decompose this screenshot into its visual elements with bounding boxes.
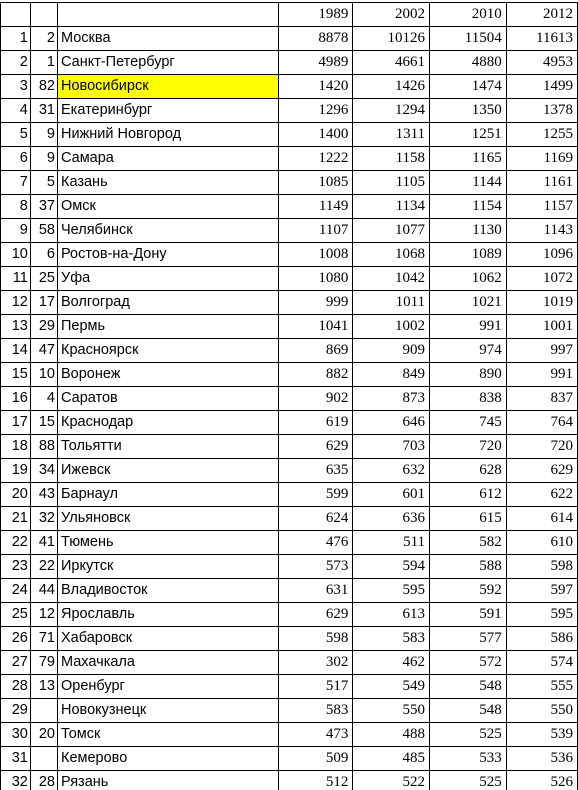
year-2012-cell[interactable]: 536 [506, 747, 577, 771]
year-2002-cell[interactable]: 511 [353, 531, 430, 555]
year-1989-cell[interactable]: 902 [279, 387, 353, 411]
year-1989-cell[interactable]: 619 [279, 411, 353, 435]
year-2010-cell[interactable]: 582 [430, 531, 507, 555]
city-cell[interactable]: Краснодар [58, 411, 279, 435]
rank-cell[interactable]: 2 [1, 51, 31, 75]
code-cell[interactable]: 2 [30, 27, 57, 51]
table-row [1, 771, 578, 790]
city-cell[interactable]: Ульяновск [58, 507, 279, 531]
code-cell[interactable]: 9 [30, 147, 57, 171]
year-2012-cell[interactable]: 1499 [506, 75, 577, 99]
year-2010-cell[interactable]: 1089 [430, 243, 507, 267]
code-cell[interactable]: 88 [30, 435, 57, 459]
year-1989-cell[interactable]: 1296 [279, 99, 353, 123]
year-1989-cell[interactable]: 635 [279, 459, 353, 483]
city-cell[interactable]: Иркутск [58, 555, 279, 579]
rank-cell[interactable]: 31 [1, 747, 31, 771]
year-2010-cell[interactable]: 1251 [430, 123, 507, 147]
code-cell[interactable]: 25 [30, 267, 57, 291]
rank-cell[interactable]: 28 [1, 675, 31, 699]
year-2010-cell[interactable]: 1474 [430, 75, 507, 99]
year-1989-cell[interactable]: 517 [279, 675, 353, 699]
year-2002-cell[interactable]: 703 [353, 435, 430, 459]
table-row [1, 363, 578, 387]
year-1989-cell[interactable]: 624 [279, 507, 353, 531]
year-2002-cell[interactable]: 849 [353, 363, 430, 387]
table-row [1, 75, 578, 99]
rank-cell[interactable]: 6 [1, 147, 31, 171]
year-2002-cell[interactable]: 1105 [353, 171, 430, 195]
table-row [1, 99, 578, 123]
rank-cell[interactable]: 10 [1, 243, 31, 267]
table-row [1, 531, 578, 555]
code-cell[interactable]: 41 [30, 531, 57, 555]
rank-cell[interactable]: 29 [1, 699, 31, 723]
rank-cell[interactable]: 1 [1, 27, 31, 51]
year-2010-cell[interactable]: 1350 [430, 99, 507, 123]
year-1989-cell[interactable]: 509 [279, 747, 353, 771]
table-row [1, 483, 578, 507]
year-2012-cell[interactable]: 1072 [506, 267, 577, 291]
header-cell[interactable]: 2002 [353, 3, 430, 27]
year-2012-cell[interactable]: 622 [506, 483, 577, 507]
year-2010-cell[interactable]: 548 [430, 699, 507, 723]
year-2010-cell[interactable]: 1021 [430, 291, 507, 315]
year-2010-cell[interactable]: 592 [430, 579, 507, 603]
code-cell[interactable]: 47 [30, 339, 57, 363]
year-1989-cell[interactable]: 599 [279, 483, 353, 507]
code-cell[interactable]: 34 [30, 459, 57, 483]
code-cell[interactable]: 20 [30, 723, 57, 747]
table-row [1, 651, 578, 675]
table-row [1, 123, 578, 147]
city-cell[interactable]: Рязань [58, 771, 279, 790]
city-cell[interactable]: Саратов [58, 387, 279, 411]
rank-cell[interactable]: 21 [1, 507, 31, 531]
year-2012-cell[interactable]: 598 [506, 555, 577, 579]
year-1989-cell[interactable]: 8878 [279, 27, 353, 51]
rank-cell[interactable]: 22 [1, 531, 31, 555]
year-2010-cell[interactable]: 577 [430, 627, 507, 651]
header-cell[interactable] [58, 3, 279, 27]
rank-cell[interactable]: 27 [1, 651, 31, 675]
year-1989-cell[interactable]: 583 [279, 699, 353, 723]
table-row [1, 315, 578, 339]
code-cell[interactable]: 31 [30, 99, 57, 123]
year-2012-cell[interactable]: 597 [506, 579, 577, 603]
year-2002-cell[interactable]: 613 [353, 603, 430, 627]
year-2002-cell[interactable]: 1011 [353, 291, 430, 315]
year-1989-cell[interactable]: 882 [279, 363, 353, 387]
table-row [1, 435, 578, 459]
year-2002-cell[interactable]: 1311 [353, 123, 430, 147]
code-cell[interactable] [30, 699, 57, 723]
year-2002-cell[interactable]: 549 [353, 675, 430, 699]
year-2012-cell[interactable]: 1143 [506, 219, 577, 243]
code-cell[interactable]: 4 [30, 387, 57, 411]
year-1989-cell[interactable]: 631 [279, 579, 353, 603]
year-2002-cell[interactable]: 488 [353, 723, 430, 747]
city-cell[interactable]: Омск [58, 195, 279, 219]
rank-cell[interactable]: 32 [1, 771, 31, 790]
city-cell[interactable]: Волгоград [58, 291, 279, 315]
table-row [1, 195, 578, 219]
city-cell[interactable]: Воронеж [58, 363, 279, 387]
city-cell[interactable]: Уфа [58, 267, 279, 291]
table-row [1, 507, 578, 531]
header-cell[interactable]: 1989 [279, 3, 353, 27]
header-row [1, 3, 578, 27]
year-2010-cell[interactable]: 1062 [430, 267, 507, 291]
city-cell[interactable]: Ярославль [58, 603, 279, 627]
year-2012-cell[interactable]: 629 [506, 459, 577, 483]
code-cell[interactable]: 13 [30, 675, 57, 699]
rank-cell[interactable]: 9 [1, 219, 31, 243]
code-cell[interactable]: 10 [30, 363, 57, 387]
year-2002-cell[interactable]: 1002 [353, 315, 430, 339]
year-1989-cell[interactable]: 1400 [279, 123, 353, 147]
code-cell[interactable]: 37 [30, 195, 57, 219]
city-cell[interactable]: Пермь [58, 315, 279, 339]
city-population-table [0, 2, 578, 790]
year-2002-cell[interactable]: 632 [353, 459, 430, 483]
code-cell[interactable]: 1 [30, 51, 57, 75]
city-cell[interactable]: Челябинск [58, 219, 279, 243]
table-row [1, 579, 578, 603]
city-cell[interactable]: Новосибирск [58, 75, 279, 99]
city-cell[interactable]: Москва [58, 27, 279, 51]
city-cell[interactable]: Махачкала [58, 651, 279, 675]
table-row [1, 291, 578, 315]
year-2002-cell[interactable]: 522 [353, 771, 430, 790]
table-row [1, 411, 578, 435]
year-1989-cell[interactable]: 1041 [279, 315, 353, 339]
header-cell[interactable] [30, 3, 57, 27]
rank-cell[interactable]: 20 [1, 483, 31, 507]
year-2002-cell[interactable]: 550 [353, 699, 430, 723]
rank-cell[interactable]: 26 [1, 627, 31, 651]
code-cell[interactable]: 79 [30, 651, 57, 675]
city-cell[interactable]: Томск [58, 723, 279, 747]
city-cell[interactable]: Нижний Новгород [58, 123, 279, 147]
year-2012-cell[interactable]: 539 [506, 723, 577, 747]
year-2012-cell[interactable]: 991 [506, 363, 577, 387]
year-2002-cell[interactable]: 909 [353, 339, 430, 363]
year-2002-cell[interactable]: 462 [353, 651, 430, 675]
table-row [1, 627, 578, 651]
year-2012-cell[interactable]: 586 [506, 627, 577, 651]
year-2010-cell[interactable]: 11504 [430, 27, 507, 51]
table-row [1, 27, 578, 51]
rank-cell[interactable]: 30 [1, 723, 31, 747]
year-2002-cell[interactable]: 601 [353, 483, 430, 507]
rank-cell[interactable]: 8 [1, 195, 31, 219]
year-2012-cell[interactable]: 1096 [506, 243, 577, 267]
year-1989-cell[interactable]: 1149 [279, 195, 353, 219]
code-cell[interactable]: 15 [30, 411, 57, 435]
year-2010-cell[interactable]: 612 [430, 483, 507, 507]
year-1989-cell[interactable]: 1420 [279, 75, 353, 99]
year-2012-cell[interactable]: 720 [506, 435, 577, 459]
table-row [1, 339, 578, 363]
code-cell[interactable]: 71 [30, 627, 57, 651]
rank-cell[interactable]: 3 [1, 75, 31, 99]
code-cell[interactable]: 28 [30, 771, 57, 790]
year-2002-cell[interactable]: 1134 [353, 195, 430, 219]
rank-cell[interactable]: 23 [1, 555, 31, 579]
code-cell[interactable]: 12 [30, 603, 57, 627]
year-2010-cell[interactable]: 720 [430, 435, 507, 459]
year-1989-cell[interactable]: 598 [279, 627, 353, 651]
year-2010-cell[interactable]: 525 [430, 723, 507, 747]
year-2012-cell[interactable]: 1019 [506, 291, 577, 315]
table-row [1, 555, 578, 579]
rank-cell[interactable]: 19 [1, 459, 31, 483]
year-2012-cell[interactable]: 1157 [506, 195, 577, 219]
year-2010-cell[interactable]: 525 [430, 771, 507, 790]
year-2002-cell[interactable]: 10126 [353, 27, 430, 51]
code-cell[interactable]: 6 [30, 243, 57, 267]
year-2010-cell[interactable]: 1165 [430, 147, 507, 171]
header-cell[interactable] [1, 3, 31, 27]
year-1989-cell[interactable]: 1222 [279, 147, 353, 171]
code-cell[interactable]: 22 [30, 555, 57, 579]
year-2002-cell[interactable]: 485 [353, 747, 430, 771]
year-2002-cell[interactable]: 4661 [353, 51, 430, 75]
year-2002-cell[interactable]: 636 [353, 507, 430, 531]
table-row [1, 219, 578, 243]
year-2012-cell[interactable]: 1255 [506, 123, 577, 147]
year-2012-cell[interactable]: 574 [506, 651, 577, 675]
table-row [1, 603, 578, 627]
year-2010-cell[interactable]: 974 [430, 339, 507, 363]
rank-cell[interactable]: 14 [1, 339, 31, 363]
year-2012-cell[interactable]: 764 [506, 411, 577, 435]
year-2012-cell[interactable]: 610 [506, 531, 577, 555]
year-2002-cell[interactable]: 594 [353, 555, 430, 579]
table-row [1, 387, 578, 411]
year-2010-cell[interactable]: 591 [430, 603, 507, 627]
year-1989-cell[interactable]: 4989 [279, 51, 353, 75]
city-cell[interactable]: Оренбург [58, 675, 279, 699]
year-1989-cell[interactable]: 1008 [279, 243, 353, 267]
year-2012-cell[interactable]: 614 [506, 507, 577, 531]
code-cell[interactable]: 9 [30, 123, 57, 147]
year-1989-cell[interactable]: 1080 [279, 267, 353, 291]
header-cell[interactable]: 2012 [506, 3, 577, 27]
year-2002-cell[interactable]: 583 [353, 627, 430, 651]
rank-cell[interactable]: 5 [1, 123, 31, 147]
year-2010-cell[interactable]: 588 [430, 555, 507, 579]
city-cell[interactable]: Тольятти [58, 435, 279, 459]
code-cell[interactable]: 5 [30, 171, 57, 195]
year-2002-cell[interactable]: 595 [353, 579, 430, 603]
year-2010-cell[interactable]: 4880 [430, 51, 507, 75]
year-1989-cell[interactable]: 476 [279, 531, 353, 555]
rank-cell[interactable]: 7 [1, 171, 31, 195]
year-1989-cell[interactable]: 1085 [279, 171, 353, 195]
code-cell[interactable]: 32 [30, 507, 57, 531]
year-2010-cell[interactable]: 745 [430, 411, 507, 435]
year-2010-cell[interactable]: 628 [430, 459, 507, 483]
year-1989-cell[interactable]: 573 [279, 555, 353, 579]
year-2012-cell[interactable]: 595 [506, 603, 577, 627]
rank-cell[interactable]: 17 [1, 411, 31, 435]
year-2010-cell[interactable]: 548 [430, 675, 507, 699]
year-2012-cell[interactable]: 1161 [506, 171, 577, 195]
code-cell[interactable]: 17 [30, 291, 57, 315]
year-1989-cell[interactable]: 869 [279, 339, 353, 363]
year-2002-cell[interactable]: 1068 [353, 243, 430, 267]
year-1989-cell[interactable]: 512 [279, 771, 353, 790]
table-row [1, 171, 578, 195]
header-cell[interactable]: 2010 [430, 3, 507, 27]
year-2002-cell[interactable]: 1426 [353, 75, 430, 99]
year-2010-cell[interactable]: 1144 [430, 171, 507, 195]
city-cell[interactable]: Самара [58, 147, 279, 171]
table-row [1, 675, 578, 699]
rank-cell[interactable]: 12 [1, 291, 31, 315]
rank-cell[interactable]: 18 [1, 435, 31, 459]
year-2002-cell[interactable]: 1294 [353, 99, 430, 123]
table-row [1, 267, 578, 291]
code-cell[interactable]: 82 [30, 75, 57, 99]
table-row [1, 147, 578, 171]
year-1989-cell[interactable]: 302 [279, 651, 353, 675]
year-2012-cell[interactable]: 1378 [506, 99, 577, 123]
rank-cell[interactable]: 16 [1, 387, 31, 411]
code-cell[interactable]: 58 [30, 219, 57, 243]
rank-cell[interactable]: 11 [1, 267, 31, 291]
table-row [1, 699, 578, 723]
year-1989-cell[interactable]: 473 [279, 723, 353, 747]
rank-cell[interactable]: 4 [1, 99, 31, 123]
year-1989-cell[interactable]: 629 [279, 435, 353, 459]
year-2012-cell[interactable]: 11613 [506, 27, 577, 51]
city-cell[interactable]: Новокузнецк [58, 699, 279, 723]
table-body [1, 3, 578, 790]
table-row [1, 243, 578, 267]
year-2010-cell[interactable]: 991 [430, 315, 507, 339]
table-row [1, 459, 578, 483]
city-cell[interactable]: Ростов-на-Дону [58, 243, 279, 267]
code-cell[interactable] [30, 747, 57, 771]
city-cell[interactable]: Владивосток [58, 579, 279, 603]
table-row [1, 723, 578, 747]
city-cell[interactable]: Хабаровск [58, 627, 279, 651]
rank-cell[interactable]: 24 [1, 579, 31, 603]
year-2002-cell[interactable]: 873 [353, 387, 430, 411]
city-cell[interactable]: Санкт-Петербург [58, 51, 279, 75]
rank-cell[interactable]: 25 [1, 603, 31, 627]
year-2010-cell[interactable]: 533 [430, 747, 507, 771]
year-2002-cell[interactable]: 1158 [353, 147, 430, 171]
year-2012-cell[interactable]: 837 [506, 387, 577, 411]
table-row [1, 747, 578, 771]
code-cell[interactable]: 44 [30, 579, 57, 603]
year-2010-cell[interactable]: 1130 [430, 219, 507, 243]
year-2012-cell[interactable]: 550 [506, 699, 577, 723]
year-2010-cell[interactable]: 615 [430, 507, 507, 531]
year-2012-cell[interactable]: 1169 [506, 147, 577, 171]
year-2012-cell[interactable]: 997 [506, 339, 577, 363]
year-2002-cell[interactable]: 646 [353, 411, 430, 435]
city-cell[interactable]: Барнаул [58, 483, 279, 507]
year-2012-cell[interactable]: 555 [506, 675, 577, 699]
code-cell[interactable]: 29 [30, 315, 57, 339]
city-cell[interactable]: Кемерово [58, 747, 279, 771]
table-row [1, 51, 578, 75]
year-2012-cell[interactable]: 1001 [506, 315, 577, 339]
year-2010-cell[interactable]: 890 [430, 363, 507, 387]
year-2002-cell[interactable]: 1077 [353, 219, 430, 243]
city-cell[interactable]: Тюмень [58, 531, 279, 555]
rank-cell[interactable]: 15 [1, 363, 31, 387]
city-cell[interactable]: Красноярск [58, 339, 279, 363]
year-2010-cell[interactable]: 1154 [430, 195, 507, 219]
year-1989-cell[interactable]: 629 [279, 603, 353, 627]
city-cell[interactable]: Казань [58, 171, 279, 195]
code-cell[interactable]: 43 [30, 483, 57, 507]
year-2012-cell[interactable]: 526 [506, 771, 577, 790]
rank-cell[interactable]: 13 [1, 315, 31, 339]
city-cell[interactable]: Екатеринбург [58, 99, 279, 123]
year-2012-cell[interactable]: 4953 [506, 51, 577, 75]
year-1989-cell[interactable]: 999 [279, 291, 353, 315]
city-cell[interactable]: Ижевск [58, 459, 279, 483]
year-2010-cell[interactable]: 572 [430, 651, 507, 675]
year-1989-cell[interactable]: 1107 [279, 219, 353, 243]
year-2010-cell[interactable]: 838 [430, 387, 507, 411]
year-2002-cell[interactable]: 1042 [353, 267, 430, 291]
